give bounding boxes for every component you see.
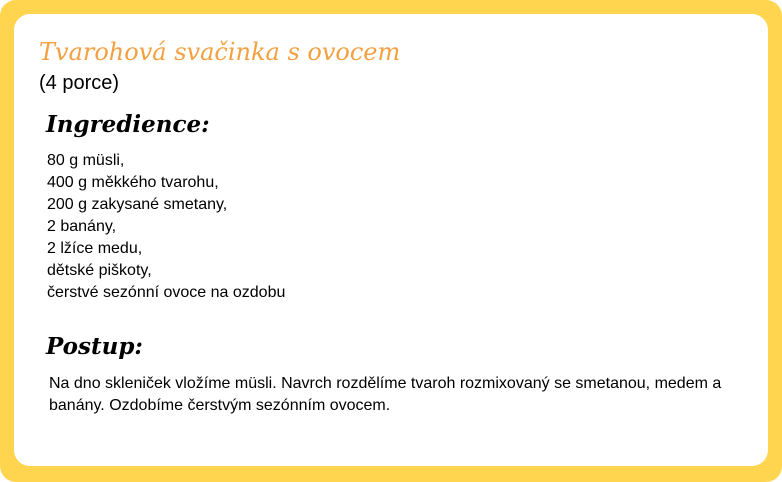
ingredient-item: 400 g měkkého tvarohu, [47, 174, 219, 191]
ingredients-list [47, 150, 285, 304]
servings-label: (4 porce) [39, 72, 120, 94]
recipe-title: Tvarohová svačinka s ovocem [39, 38, 401, 66]
steps-text: Na dno skleniček vložíme müsli. Navrch rozdělíme tvaroh rozmixovaný se smetanou, medem a banány. Ozdobíme čerstvým sezónním ovocem. [49, 375, 722, 414]
ingredient-item: 80 g müsli, [47, 152, 125, 169]
ingredient-item: 2 banány, [47, 218, 117, 235]
ingredients-heading: Ingredience: [46, 111, 210, 138]
ingredient-item: 200 g zakysané smetany, [47, 196, 228, 213]
ingredient-item: čerstvé sezónní ovoce na ozdobu [47, 284, 286, 301]
ingredient-item: dětské piškoty, [47, 262, 152, 279]
ingredient-item: 2 lžíce medu, [47, 240, 143, 257]
steps-heading: Postup: [46, 333, 143, 360]
